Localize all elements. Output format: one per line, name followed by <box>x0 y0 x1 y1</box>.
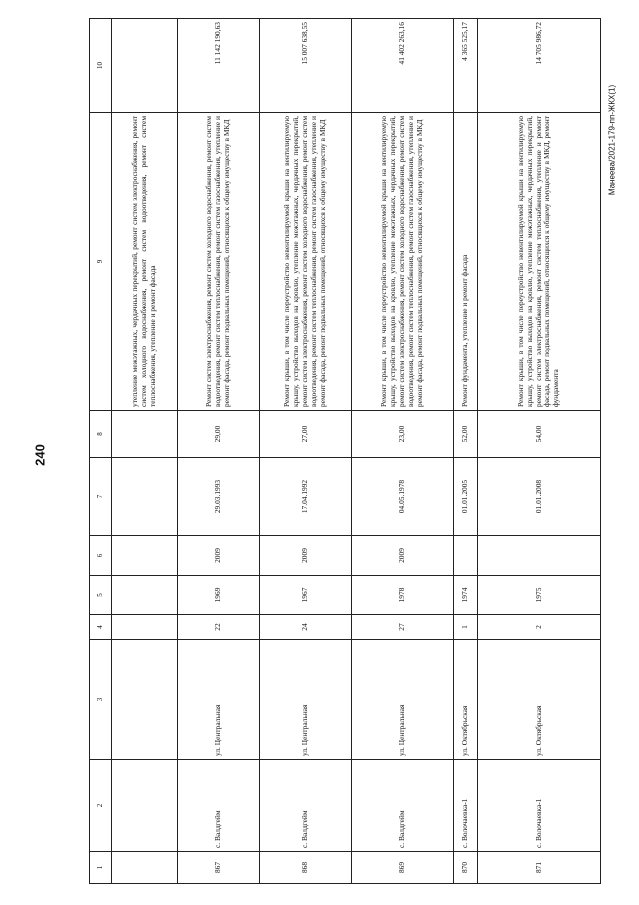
column-number: 7 <box>90 458 112 536</box>
repair-year-cell: 2009 <box>352 536 454 576</box>
built-year-cell: 1978 <box>352 576 454 615</box>
rotated-table-frame <box>89 19 600 884</box>
house-cell: 22 <box>178 615 260 640</box>
repair-year-cell: 2009 <box>178 536 260 576</box>
house-cell <box>112 615 178 640</box>
repair-year-cell <box>454 536 478 576</box>
column-number: 9 <box>90 113 112 411</box>
settlement-cell: с. Валдгейм <box>352 760 454 852</box>
table-row <box>454 19 478 884</box>
row-number: 868 <box>260 852 352 884</box>
date-cell: 17.04.1992 <box>260 458 352 536</box>
works-cell: Ремонт крыши, в том числе переустройство невентилируемой крыши на вентилируемую крышу, устройство выходов на кровлю, утепление межэтажных, чердачных перекрытий, ремонт систем электроснабжения, ремонт систем теплоснабжения, утепление и ремонт фасада, ремонт подвальных помещений, относящихся к общему имуществу в МКД, ремонт фундамента <box>478 113 601 411</box>
works-cell: Ремонт систем электроснабжения, ремонт систем холодного водоснабжения, ремонт систем водоотведения, ремонт систем теплоснабжения, ремонт систем газоснабжения, утепление и ремонт фасада, ремонт подвальных помещений, относящихся к общему имуществу в МКД <box>178 113 260 411</box>
document-reference: Манеева/2021-179-пп-ЖКХ(1) <box>607 84 617 196</box>
repair-year-cell <box>112 536 178 576</box>
row-number: 871 <box>478 852 601 884</box>
table-row <box>478 19 601 884</box>
cost-cell: 41 402 263,16 <box>352 19 454 113</box>
cost-cell <box>112 19 178 113</box>
capital-repair-table <box>89 18 601 884</box>
settlement-cell: с. Волочаевка-1 <box>454 760 478 852</box>
works-cell: утепление межэтажных, чердачных перекрытий, ремонт систем электроснабжения, ремонт систем холодного водоснабжения, ремонт систем водоотведения, ремонт систем теплоснабжения, утепление и ремонт фасада <box>112 113 178 411</box>
built-year-cell: 1969 <box>178 576 260 615</box>
wear-cell <box>112 411 178 458</box>
row-number: 870 <box>454 852 478 884</box>
settlement-cell: с. Волочаевка-1 <box>478 760 601 852</box>
date-cell: 29.03.1993 <box>178 458 260 536</box>
settlement-cell: с. Валдгейм <box>260 760 352 852</box>
repair-year-cell: 2009 <box>260 536 352 576</box>
row-number: 869 <box>352 852 454 884</box>
wear-cell: 52,00 <box>454 411 478 458</box>
row-number <box>112 852 178 884</box>
built-year-cell: 1975 <box>478 576 601 615</box>
column-number: 3 <box>90 640 112 760</box>
street-cell: ул. Октябрьская <box>478 640 601 760</box>
house-cell: 2 <box>478 615 601 640</box>
date-cell: 01.01.2008 <box>478 458 601 536</box>
street-cell: ул. Центральная <box>352 640 454 760</box>
column-number: 4 <box>90 615 112 640</box>
column-number: 8 <box>90 411 112 458</box>
built-year-cell <box>112 576 178 615</box>
street-cell: ул. Центральная <box>260 640 352 760</box>
wear-cell: 54,00 <box>478 411 601 458</box>
table-row <box>260 19 352 884</box>
house-cell: 1 <box>454 615 478 640</box>
works-cell: Ремонт крыши, в том числе переустройство невентилируемой крыши на вентилируемую крышу, устройство выходов на кровлю, утепление межэтажных, чердачных перекрытий, ремонт систем электроснабжения, ремонт систем холодного водоснабжения, ремонт систем водоотведения, ремонт систем теплоснабжения, ремонт систем газоснабжения, утепление и ремонт фасада, ремонт подвальных помещений, относящихся к общему имуществу в МКД <box>352 113 454 411</box>
date-cell: 01.01.2005 <box>454 458 478 536</box>
rotated-table-content <box>89 19 600 884</box>
column-number: 2 <box>90 760 112 852</box>
date-cell <box>112 458 178 536</box>
column-number: 6 <box>90 536 112 576</box>
cost-cell: 15 007 638,55 <box>260 19 352 113</box>
settlement-cell: с. Валдгейм <box>178 760 260 852</box>
built-year-cell: 1974 <box>454 576 478 615</box>
column-number: 1 <box>90 852 112 884</box>
works-cell: Ремонт крыши, в том числе переустройство невентилируемой крыши на вентилируемую крышу, устройство выходов на кровлю, утепление межэтажных, чердачных перекрытий, ремонт систем электроснабжения, ремонт систем холодного водоснабжения, ремонт систем водоотведения, ремонт систем теплоснабжения, ремонт систем газоснабжения, утепление и ремонт фасада, ремонт подвальных помещений, относящихся к общему имуществу в МКД <box>260 113 352 411</box>
built-year-cell: 1967 <box>260 576 352 615</box>
table-row <box>112 19 178 884</box>
table-row <box>352 19 454 884</box>
wear-cell: 29,00 <box>178 411 260 458</box>
street-cell <box>112 640 178 760</box>
repair-year-cell <box>478 536 601 576</box>
works-cell: Ремонт фундамента, утепление и ремонт фасада <box>454 113 478 411</box>
column-number: 10 <box>90 19 112 113</box>
cost-cell: 11 142 190,63 <box>178 19 260 113</box>
street-cell: ул. Центральная <box>178 640 260 760</box>
cost-cell: 14 705 986,72 <box>478 19 601 113</box>
cost-cell: 4 365 525,17 <box>454 19 478 113</box>
column-number: 5 <box>90 576 112 615</box>
date-cell: 04.05.1978 <box>352 458 454 536</box>
house-cell: 24 <box>260 615 352 640</box>
column-number-row <box>90 19 112 884</box>
table-row <box>178 19 260 884</box>
wear-cell: 27,00 <box>260 411 352 458</box>
street-cell: ул. Октябрьская <box>454 640 478 760</box>
row-number: 867 <box>178 852 260 884</box>
house-cell: 27 <box>352 615 454 640</box>
page-number: 240 <box>32 444 48 466</box>
settlement-cell <box>112 760 178 852</box>
wear-cell: 23,00 <box>352 411 454 458</box>
